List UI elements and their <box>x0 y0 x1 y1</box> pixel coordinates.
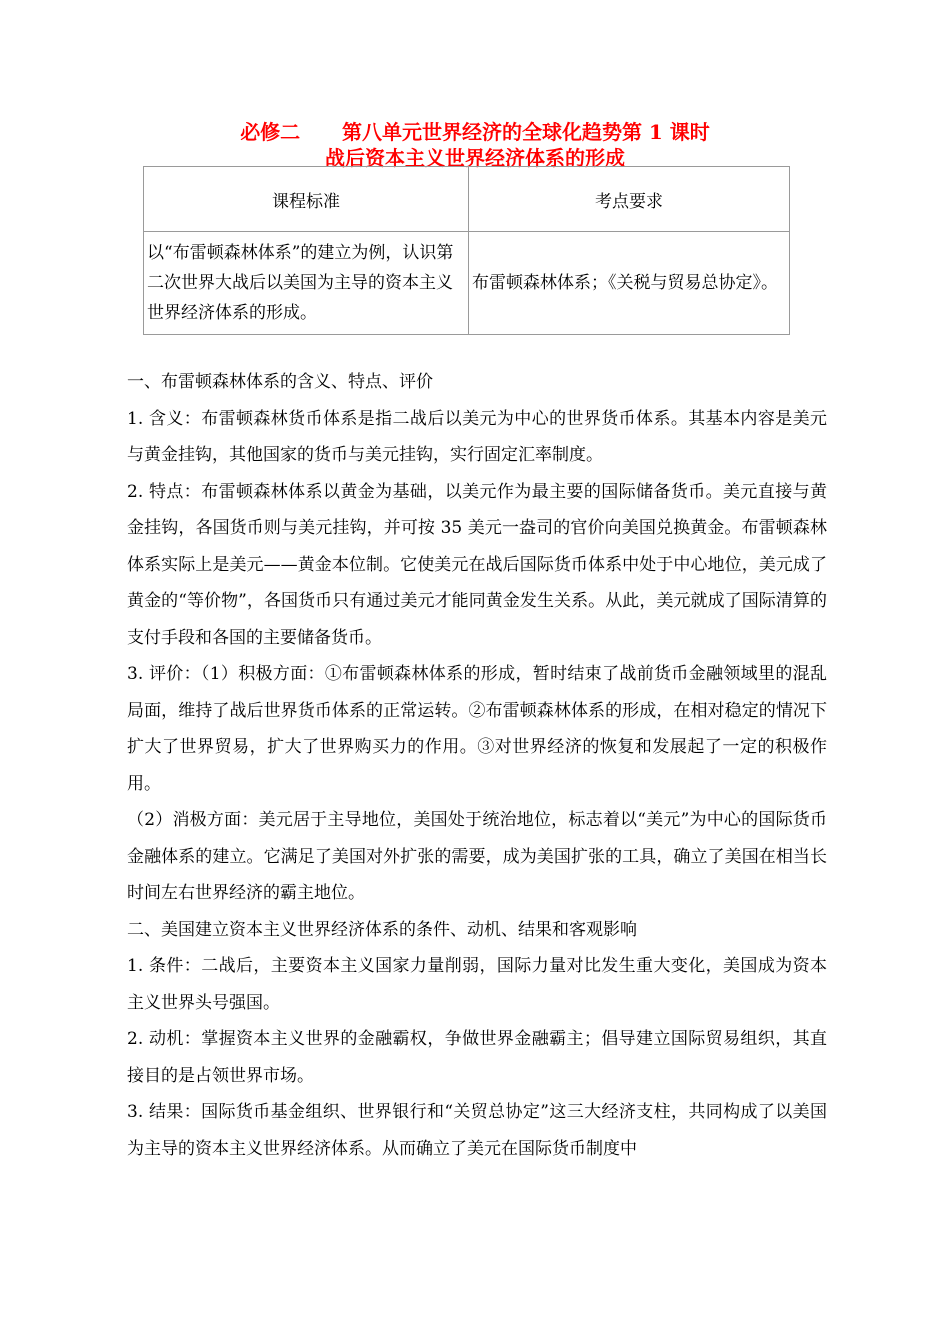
paragraph-definition: 1. 含义：布雷顿森林货币体系是指二战后以美元为中心的世界货币体系。其基本内容是美元与黄金挂钩，其他国家的货币与美元挂钩，实行固定汇率制度。 <box>127 408 827 465</box>
table-header-standard: 课程标准 <box>144 167 469 232</box>
table-header-requirement: 考点要求 <box>469 167 790 232</box>
doc-title-line-2: 战后资本主义世界经济体系的形成 <box>325 146 625 170</box>
paragraph-evaluation-negative: （2）消极方面：美元居于主导地位，美国处于统治地位，标志着以“美元”为中心的国际货币金融体系的建立。它满足了美国对外扩张的需要，成为美国扩张的工具，确立了美国在相当长时间左右世界经济的霸主地位。 <box>127 810 827 903</box>
paragraph-features: 2. 特点：布雷顿森林体系以黄金为基础，以美元作为最主要的国际储备货币。美元直接与黄金挂钩，各国货币则与美元挂钩，并可按 35 美元一盎司的官价向美国兑换黄金。布雷顿森林体系实际上是美元——黄金本位制。它使美元在战后国际货币体系中处于中心地位，美元成了黄金的“等价物”，各国货币只有通过美元才能同黄金发生关系。从此，美元就成了国际清算的支付手段和各国的主要储备货币。 <box>127 481 827 648</box>
table-cell-requirement: 布雷顿森林体系；《关税与贸易总协定》。 <box>469 232 790 335</box>
paragraph-motives: 2. 动机：掌握资本主义世界的金融霸权，争做世界金融霸主；倡导建立国际贸易组织，其直接目的是占领世界市场。 <box>127 1029 827 1086</box>
curriculum-table <box>143 166 790 335</box>
section-heading-2: 二、美国建立资本主义世界经济体系的条件、动机、结果和客观影响 <box>127 919 637 940</box>
paragraph-conditions: 1. 条件：二战后，主要资本主义国家力量削弱，国际力量对比发生重大变化，美国成为资本主义世界头号强国。 <box>127 956 827 1013</box>
table-header-row <box>144 167 790 232</box>
table-row <box>144 232 790 335</box>
table-cell-standard: 以“布雷顿森林体系”的建立为例，认识第二次世界大战后以美国为主导的资本主义世界经济体系的形成。 <box>144 232 469 335</box>
paragraph-results: 3. 结果：国际货币基金组织、世界银行和“关贸总协定”这三大经济支柱，共同构成了以美国为主导的资本主义世界经济体系。从而确立了美元在国际货币制度中 <box>127 1102 827 1159</box>
document-body <box>127 364 827 1167</box>
section-heading-1: 一、布雷顿森林体系的含义、特点、评价 <box>127 372 433 392</box>
paragraph-evaluation-positive: 3. 评价：（1）积极方面：①布雷顿森林体系的形成，暂时结束了战前货币金融领域里的混乱局面，维持了战后世界货币体系的正常运转。②布雷顿森林体系的形成，在相对稳定的情况下扩大了世界贸易，扩大了世界购买力的作用。③对世界经济的恢复和发展起了一定的积极作用。 <box>127 664 827 794</box>
doc-title-line-1: 必修二 第八单元世界经济的全球化趋势第 1 课时 <box>240 120 710 144</box>
